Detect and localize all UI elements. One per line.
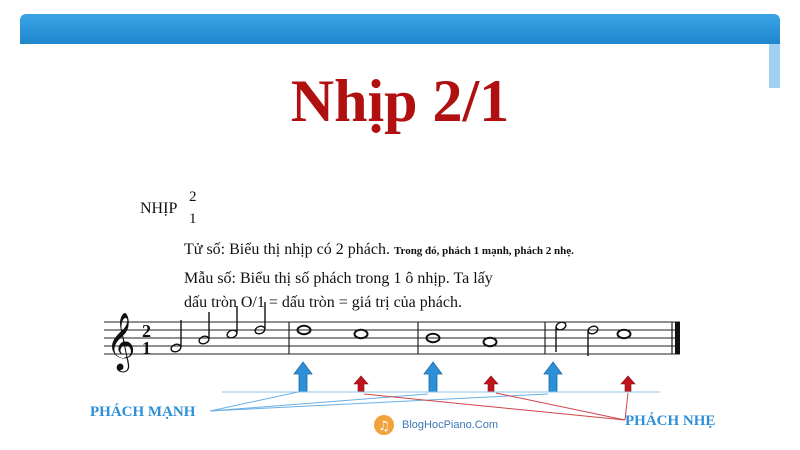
staff-time-top: 2 — [142, 321, 151, 341]
svg-text:♫: ♫ — [378, 419, 390, 434]
staff-time-bottom: 1 — [142, 338, 151, 358]
strong-connector — [210, 394, 428, 411]
denominator-explanation-cont: dấu tròn O/1 = dấu tròn = giá trị của phách. — [184, 294, 462, 311]
numerator-main-text: Tử số: Biểu thị nhịp có 2 phách. — [184, 241, 390, 258]
strong-connector — [210, 394, 548, 411]
strong-beat-label: PHÁCH MẠNH — [90, 404, 196, 420]
brand-watermark — [372, 413, 498, 437]
time-sig-denominator: 1 — [189, 211, 197, 227]
half-note — [198, 335, 210, 345]
final-barline — [675, 322, 680, 354]
brand-logo-icon — [372, 413, 396, 437]
denominator-explanation: Mẫu số: Biểu thị số phách trong 1 ô nhịp. Ta lấy — [184, 270, 493, 287]
weak-beat-arrow-icon — [621, 376, 635, 392]
weak-connector — [496, 393, 625, 420]
slide-title: Nhịp 2/1 — [290, 68, 510, 134]
brand-text: BlogHocPiano.Com — [402, 419, 498, 431]
strong-beat-arrow-icon — [544, 362, 562, 392]
strong-beat-arrow-icon — [294, 362, 312, 392]
whole-note — [484, 338, 497, 346]
weak-beat-arrow-icon — [484, 376, 498, 392]
half-note — [170, 343, 182, 353]
strong-beat-arrow-icon — [424, 362, 442, 392]
treble-clef-icon: 𝄞 — [106, 312, 136, 370]
strong-connector — [210, 392, 298, 411]
whole-note — [618, 330, 631, 338]
weak-beat-arrow-icon — [354, 376, 368, 392]
nhip-label: NHỊP — [140, 200, 178, 217]
numerator-note: Trong đó, phách 1 mạnh, phách 2 nhẹ. — [393, 245, 574, 257]
whole-note — [355, 330, 368, 338]
time-sig-numerator: 2 — [189, 189, 197, 205]
weak-beat-label: PHÁCH NHẸ — [625, 413, 716, 429]
